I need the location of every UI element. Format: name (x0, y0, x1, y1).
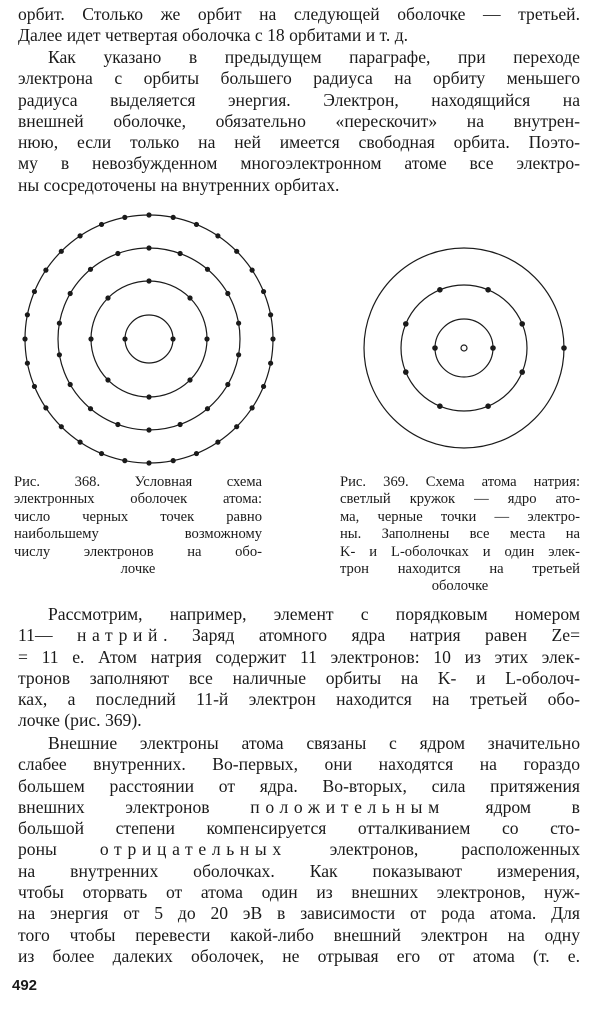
sodium-atom-diagram (348, 244, 578, 454)
electron-dot (32, 289, 37, 294)
electron-dot (215, 233, 220, 238)
electron-dot (146, 245, 151, 250)
electron-dot (146, 394, 151, 399)
caption-line: Рис. 368. Условная схема (14, 474, 262, 490)
nucleus-circle (461, 345, 467, 351)
text-line: внешней оболочке, обязательно «перескочит» на внутрен- (18, 110, 580, 131)
electron-dot (234, 249, 239, 254)
text-line: слабее внутренних. Во-первых, они находятся на гораздо (18, 754, 580, 775)
text-line: чтобы оторвать от атома один из внешних электронов, нуж- (18, 882, 580, 903)
electron-dot (187, 295, 192, 300)
electron-dot (88, 336, 93, 341)
caption-line: светлый кружок — ядро ато- (340, 491, 580, 508)
text-line: лочке (рис. 369). (18, 710, 142, 731)
electron-dot (146, 278, 151, 283)
text-line: ках, а последний 11-й электрон находится на третьей обо- (18, 689, 580, 710)
electron-dot (115, 251, 120, 256)
text-line: электрона с орбиты большего радиуса на орбиту меньшего (18, 68, 580, 89)
spaced-term: положительным (250, 796, 445, 817)
electron-dot (25, 361, 30, 366)
electron-dot (187, 377, 192, 382)
electron-dot (261, 289, 266, 294)
electron-dot (146, 460, 151, 465)
electron-dot (205, 406, 210, 411)
caption-line: ны. Заполнены все места на (340, 526, 580, 543)
text-line: того чтобы перевести какой-либо внешний электрон на одну (18, 924, 580, 945)
text-line: нюю, если только на ней имеется свободная орбита. Поэто- (18, 132, 580, 153)
text-line: на энергия от 5 до 20 эВ в зависимости от рода атома. Для (18, 903, 580, 924)
electron-dot (268, 361, 273, 366)
caption-line: K- и L-оболочках и один элек- (340, 543, 580, 560)
electron-dot (225, 291, 230, 296)
electron-shells-diagram (22, 212, 276, 466)
caption-line: числу электронов на обо- (14, 543, 262, 560)
text-line: му в невозбужденном многоэлектронном атоме все электро- (18, 153, 580, 174)
text-line (18, 625, 580, 646)
figure-369-caption (340, 474, 580, 596)
electron-dot (88, 267, 93, 272)
text-line: тронов заполняют все наличные орбиты на K- и L-оболоч- (18, 667, 580, 688)
text-fragment: 11— (18, 625, 53, 646)
electron-dot (68, 291, 73, 296)
caption-line: оболочке (431, 578, 489, 595)
electron-dot (268, 312, 273, 317)
electron-dot (99, 222, 104, 227)
electron-dot (205, 267, 210, 272)
electron-dot (432, 345, 438, 351)
electron-dot (25, 312, 30, 317)
text-line: орбит. Столько же орбит на следующей оболочке — третьей. (18, 4, 580, 24)
text-line: Далее идет четвертая оболочка с 18 орбитами и т. д. (18, 25, 409, 46)
text-line: Рассмотрим, например, элемент с порядковым номером (48, 604, 580, 624)
electron-dot (78, 233, 83, 238)
electron-dot (490, 345, 496, 351)
shell-circle (125, 315, 173, 363)
electron-dot (115, 422, 120, 427)
electron-dot (519, 321, 525, 327)
electron-dot (99, 451, 104, 456)
electron-dot (194, 451, 199, 456)
electron-dot (178, 422, 183, 427)
electron-dot (171, 215, 176, 220)
figure-369 (348, 244, 578, 454)
electron-dot (105, 377, 110, 382)
text-fragment: ядром в (485, 796, 580, 817)
text-fragment: внешних электронов (18, 796, 210, 817)
text-line: радиуса выделяется энергия. Электрон, находящийся на (18, 89, 580, 110)
text-fragment: электронов, расположенных (329, 839, 580, 860)
text-line: = 11 e. Атом натрия содержит 11 электронов: 10 из этих элек- (18, 646, 580, 667)
text-line: из более далеких оболочек, не отрывая его от атома (т. е. (18, 945, 580, 966)
caption-line: число черных точек равно (14, 508, 262, 525)
electron-dot (437, 287, 443, 293)
electron-dot (236, 321, 241, 326)
text-line: на внутренних оболочках. Как показывают измерения, (18, 860, 580, 881)
top-text (18, 4, 580, 47)
electron-dot (234, 424, 239, 429)
electron-dot (122, 458, 127, 463)
text-line (18, 797, 580, 818)
electron-dot (215, 440, 220, 445)
electron-dot (403, 321, 409, 327)
text-fragment: роны (18, 839, 57, 860)
electron-dot (250, 268, 255, 273)
electron-dot (261, 384, 266, 389)
paragraph-3 (18, 733, 580, 967)
electron-dot (68, 382, 73, 387)
electron-dot (59, 249, 64, 254)
electron-dot (78, 440, 83, 445)
caption-line: лочке (120, 561, 156, 578)
electron-dot (270, 336, 275, 341)
shell-circle (58, 248, 240, 430)
text-line: Как указано в предыдущем параграфе, при переходе (48, 47, 580, 67)
electron-dot (178, 251, 183, 256)
electron-dot (403, 369, 409, 375)
electron-dot (485, 287, 491, 293)
electron-dot (32, 384, 37, 389)
caption-line: ма, черные точки — электро- (340, 508, 580, 525)
electron-dot (194, 222, 199, 227)
text-line: большой степени компенсируется отталкиванием со сто- (18, 818, 580, 839)
electron-dot (561, 345, 567, 351)
text-line: Внешние электроны атома связаны с ядром значительно (48, 733, 580, 753)
electron-dot (225, 382, 230, 387)
electron-dot (43, 405, 48, 410)
spaced-term: натрий (77, 625, 164, 646)
figure-368 (22, 212, 276, 466)
electron-dot (519, 369, 525, 375)
electron-dot (105, 295, 110, 300)
spaced-term: отрицательных (99, 839, 287, 860)
page-number: 492 (12, 977, 38, 994)
electron-dot (236, 352, 241, 357)
caption-line: электронных оболочек атома: (14, 491, 262, 508)
electron-dot (250, 405, 255, 410)
electron-dot (88, 406, 93, 411)
caption-line: Рис. 369. Схема атома натрия: (340, 474, 580, 490)
electron-dot (59, 424, 64, 429)
electron-dot (146, 212, 151, 217)
caption-line: трон находится на третьей (340, 561, 580, 578)
electron-dot (171, 458, 176, 463)
electron-dot (122, 215, 127, 220)
text-line: большем расстоянии от ядра. Во-вторых, сила притяжения (18, 775, 580, 796)
electron-dot (437, 403, 443, 409)
text-line: ны сосредоточены на внутренних орбитах. (18, 174, 340, 195)
electron-dot (22, 336, 27, 341)
electron-dot (122, 336, 127, 341)
electron-dot (170, 336, 175, 341)
electron-dot (204, 336, 209, 341)
electron-dot (57, 321, 62, 326)
electron-dot (57, 352, 62, 357)
text-line (18, 839, 580, 860)
electron-dot (485, 403, 491, 409)
paragraph-1 (18, 47, 580, 196)
text-fragment: . Заряд атомного ядра натрия равен Ze= (163, 625, 580, 646)
figure-368-caption (14, 474, 262, 578)
caption-line: наибольшему возможному (14, 526, 262, 543)
electron-dot (43, 268, 48, 273)
electron-dot (146, 427, 151, 432)
paragraph-2 (18, 604, 580, 732)
